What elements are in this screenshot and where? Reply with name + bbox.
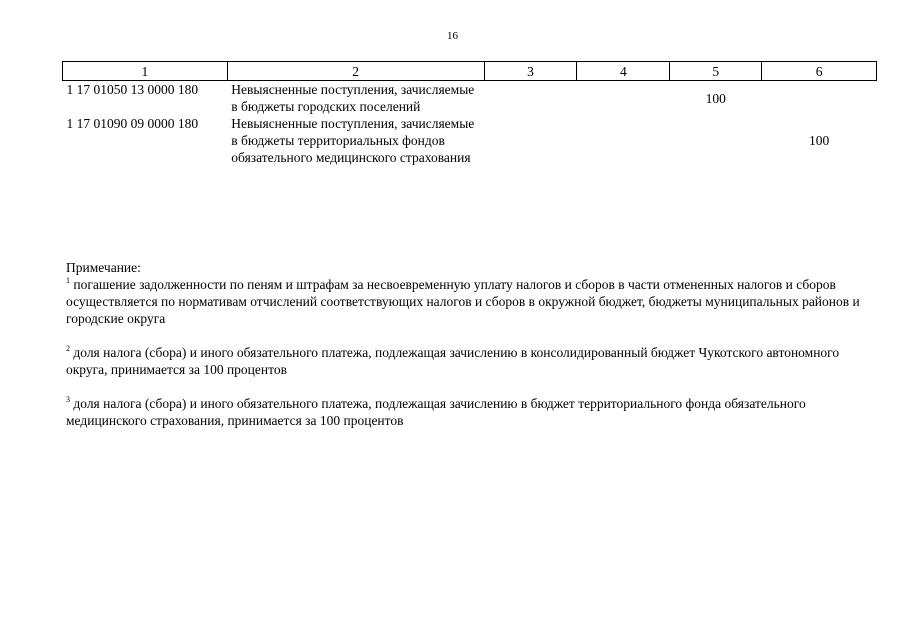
col4-cell — [577, 115, 670, 166]
header-col-5: 5 — [670, 62, 762, 81]
header-col-4: 4 — [577, 62, 670, 81]
income-name-cell: Невыясненные поступления, зачисляемые в бюджеты территориальных фондов обязательного медицинского страхования — [231, 116, 475, 165]
col5-cell — [670, 115, 762, 166]
income-name-cell: Невыясненные поступления, зачисляемые в бюджеты городских поселений — [231, 82, 475, 114]
note-item-3 — [66, 395, 878, 429]
budget-code-cell: 1 17 01090 09 0000 180 — [66, 116, 199, 131]
col4-cell — [577, 81, 670, 116]
footnote-marker: 3 — [66, 395, 70, 404]
page-number: 16 — [447, 30, 458, 42]
notes-section — [66, 259, 878, 429]
table-header-row — [63, 62, 877, 81]
col5-cell: 100 — [705, 90, 726, 106]
col6-cell — [762, 81, 877, 116]
col3-cell — [484, 81, 577, 116]
note-text: доля налога (сбора) и иного обязательного платежа, подлежащая зачислению в консолидированный бюджет Чукотского автономного округа, принимается за 100 процентов — [66, 345, 840, 377]
header-col-1: 1 — [63, 62, 228, 81]
footnote-marker: 1 — [66, 276, 70, 285]
notes-title: Примечание: — [66, 260, 141, 275]
table-row — [63, 81, 877, 116]
note-text: погашение задолженности по пеням и штрафам за несвоевременную уплату налогов и сборов в части отмененных налогов и сборов осуществляется по нормативам отчислений соответствующих налогов и сборов в окружной бюджет, бюджеты муниципальных районов и городские округа — [66, 277, 860, 326]
note-item-1 — [66, 276, 878, 327]
budget-code-cell: 1 17 01050 13 0000 180 — [66, 82, 199, 97]
table-row — [63, 115, 877, 166]
note-item-2 — [66, 344, 878, 378]
col3-cell — [484, 115, 577, 166]
col6-cell: 100 — [808, 133, 830, 148]
header-col-3: 3 — [484, 62, 577, 81]
budget-table — [62, 61, 877, 166]
footnote-marker: 2 — [66, 344, 70, 353]
header-col-2: 2 — [227, 62, 484, 81]
note-text: доля налога (сбора) и иного обязательного платежа, подлежащая зачислению в бюджет территориального фонда обязательного медицинского страхования, принимается за 100 процентов — [66, 396, 806, 428]
header-col-6: 6 — [762, 62, 877, 81]
